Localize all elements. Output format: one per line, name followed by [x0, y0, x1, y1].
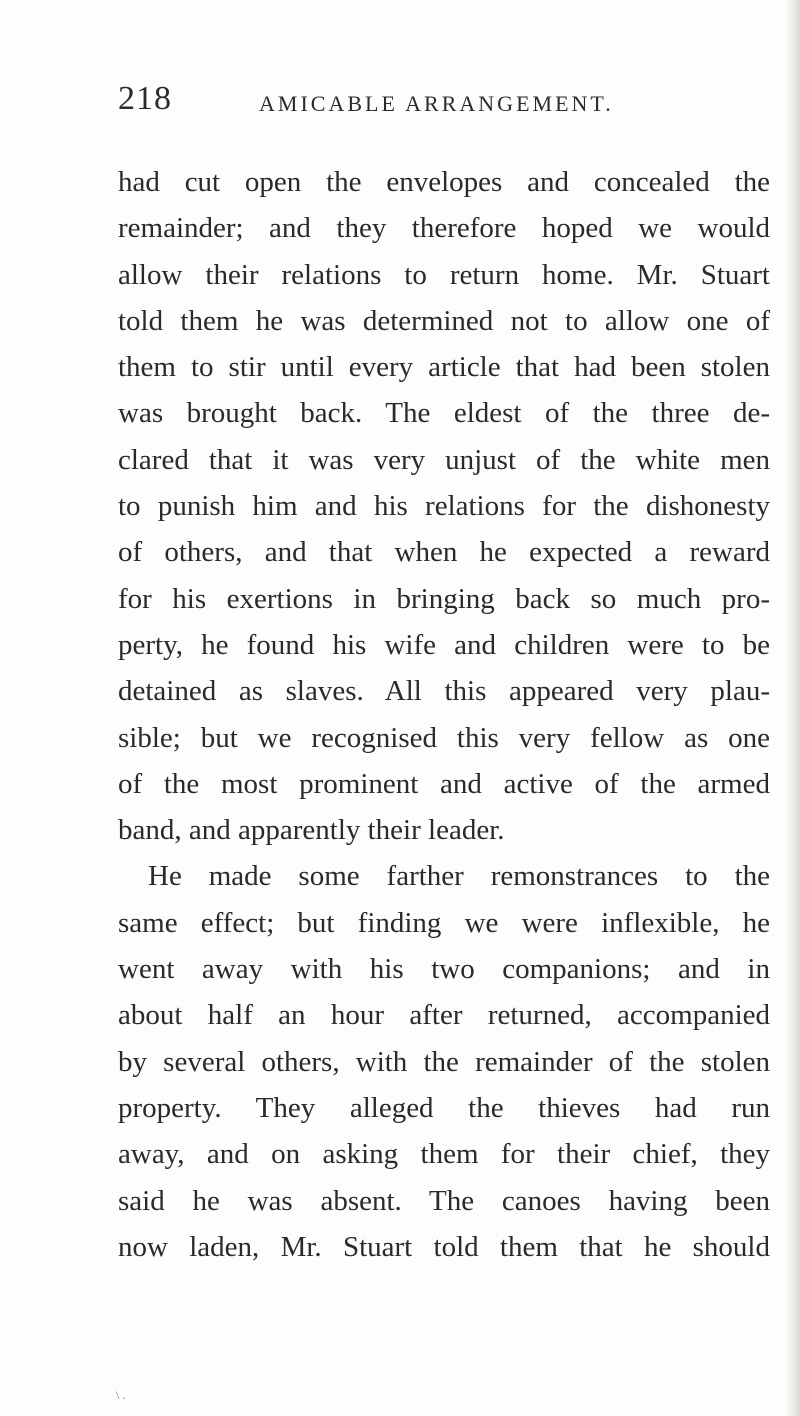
page-header	[118, 80, 618, 130]
page-edge-shadow	[786, 0, 800, 1416]
text-line: perty, he found his wife and children were to be	[118, 628, 770, 661]
paragraph-start-line: He made some farther remonstrances to the	[148, 860, 770, 893]
text-line: allow their relations to return home. Mr. Stuart	[118, 258, 770, 291]
body-text	[118, 159, 770, 1270]
text-line: to punish him and his relations for the dishonesty	[118, 490, 770, 523]
stray-print-mark: \ .	[116, 1388, 126, 1402]
text-line: away, and on asking them for their chief, they	[118, 1138, 770, 1171]
page-number: 218	[118, 80, 172, 117]
text-line: by several others, with the remainder of the stolen	[118, 1045, 770, 1078]
text-line: said he was absent. The canoes having been	[118, 1184, 770, 1217]
text-line: property. They alleged the thieves had run	[118, 1091, 770, 1124]
text-line: sible; but we recognised this very fellow as one	[118, 721, 770, 754]
text-line: now laden, Mr. Stuart told them that he should	[118, 1230, 770, 1263]
text-line: same effect; but finding we were inflexible, he	[118, 906, 770, 939]
text-line: of the most prominent and active of the armed	[118, 767, 770, 800]
paragraph-end-line: band, and apparently their leader.	[118, 814, 505, 847]
text-line: them to stir until every article that had been stolen	[118, 351, 770, 384]
text-line: detained as slaves. All this appeared very plau-	[118, 675, 770, 708]
text-line: went away with his two companions; and in	[118, 953, 770, 986]
text-line: of others, and that when he expected a reward	[118, 536, 770, 569]
running-head: AMICABLE ARRANGEMENT.	[259, 91, 614, 116]
text-line: for his exertions in bringing back so much pro-	[118, 582, 770, 615]
text-line: told them he was determined not to allow one of	[118, 304, 770, 337]
text-line: had cut open the envelopes and concealed the	[118, 166, 770, 198]
text-line: clared that it was very unjust of the white men	[118, 443, 770, 476]
text-line: was brought back. The eldest of the three de-	[118, 397, 770, 430]
text-line: remainder; and they therefore hoped we would	[118, 212, 770, 245]
text-line: about half an hour after returned, accompanied	[118, 999, 770, 1032]
